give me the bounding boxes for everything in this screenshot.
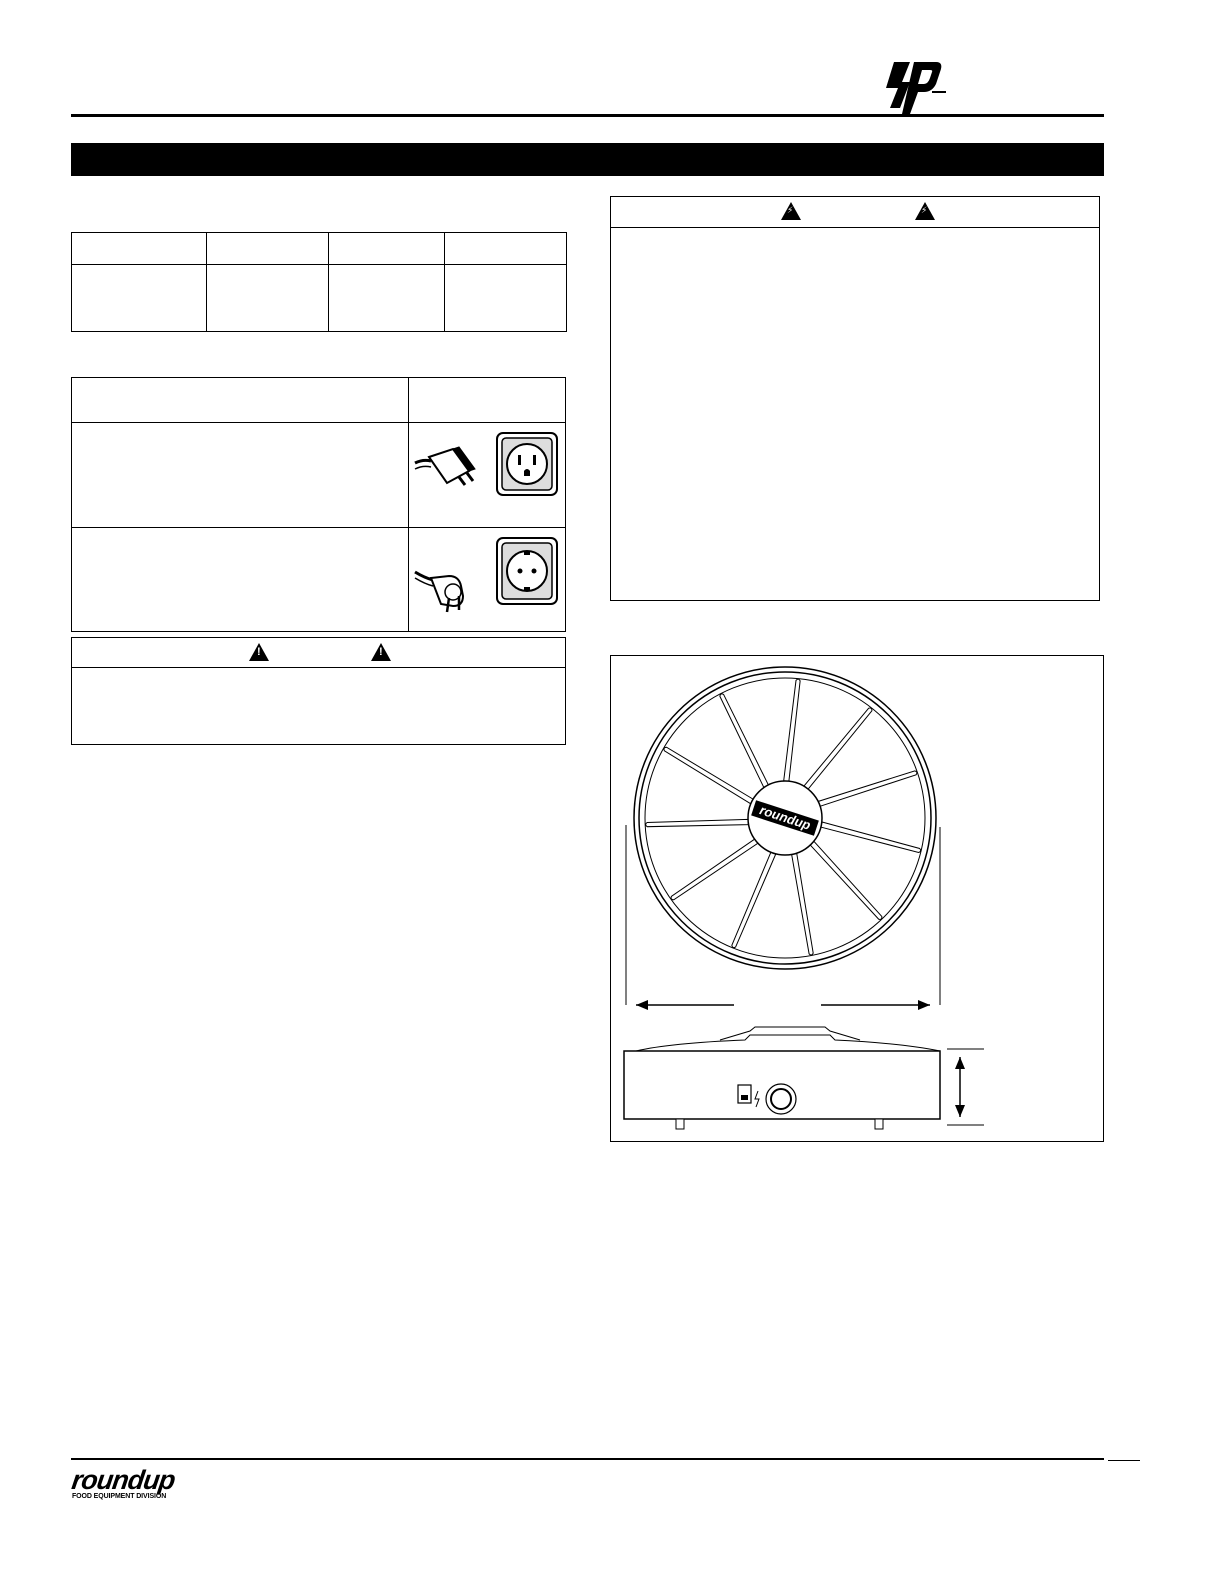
nema-plug-receptacle-icon	[409, 423, 566, 522]
warning-icon	[249, 643, 269, 661]
wheel-spoke	[818, 771, 917, 806]
warning-icon	[371, 643, 391, 661]
electric-shock-icon	[781, 202, 801, 220]
spec-header-cell	[207, 233, 329, 265]
plug-row-icon-cell	[409, 528, 566, 632]
plug-row-desc	[72, 528, 409, 632]
electric-shock-icon	[915, 202, 935, 220]
wheel-spoke	[646, 819, 749, 826]
spec-table	[71, 232, 567, 332]
shock-warning-header	[611, 197, 1099, 228]
schuko-plug-receptacle-icon	[409, 528, 566, 626]
wheel-spoke	[732, 852, 776, 948]
header-logo	[880, 58, 950, 116]
wheel-spoke	[784, 679, 800, 781]
plug-header-plug	[409, 378, 566, 423]
wheel-spoke	[810, 841, 882, 919]
spec-value-cell	[329, 265, 445, 332]
section-title	[71, 151, 81, 168]
spec-header-cell	[445, 233, 567, 265]
spec-value-cell	[72, 265, 207, 332]
dimension-figure	[610, 655, 1104, 1142]
shock-warning-body	[611, 228, 1099, 244]
footer-brand-name: roundup	[69, 1465, 177, 1495]
footer-brand-logo	[69, 1465, 212, 1502]
spec-value-cell	[207, 265, 329, 332]
wheel-spoke	[792, 853, 814, 955]
wheel-spoke	[821, 822, 921, 852]
footer-rule-right	[1108, 1460, 1140, 1461]
wheel-spoke	[720, 694, 769, 787]
plug-header-desc	[72, 378, 409, 423]
plug-row-desc	[72, 423, 409, 528]
footer-division-name: FOOD EQUIPMENT DIVISION	[72, 1493, 167, 1500]
wheel-spoke	[664, 747, 753, 803]
warning-box	[71, 637, 566, 745]
plug-table	[71, 377, 566, 632]
spec-header-cell	[72, 233, 207, 265]
header-rule	[71, 114, 1104, 117]
spec-value-cell	[445, 265, 567, 332]
wheel-spoke	[671, 839, 758, 900]
section-title-bar	[71, 143, 1104, 176]
wheel-drawing	[610, 655, 1104, 1142]
plug-row-icon-cell	[409, 423, 566, 528]
wheel-logo-text: roundup	[757, 802, 813, 833]
footer-rule	[71, 1458, 1104, 1460]
wheel-spoke	[804, 708, 872, 789]
spec-header-cell	[329, 233, 445, 265]
warning-box-body	[72, 668, 565, 684]
warning-box-header	[72, 638, 565, 668]
shock-warning-box	[610, 196, 1100, 601]
